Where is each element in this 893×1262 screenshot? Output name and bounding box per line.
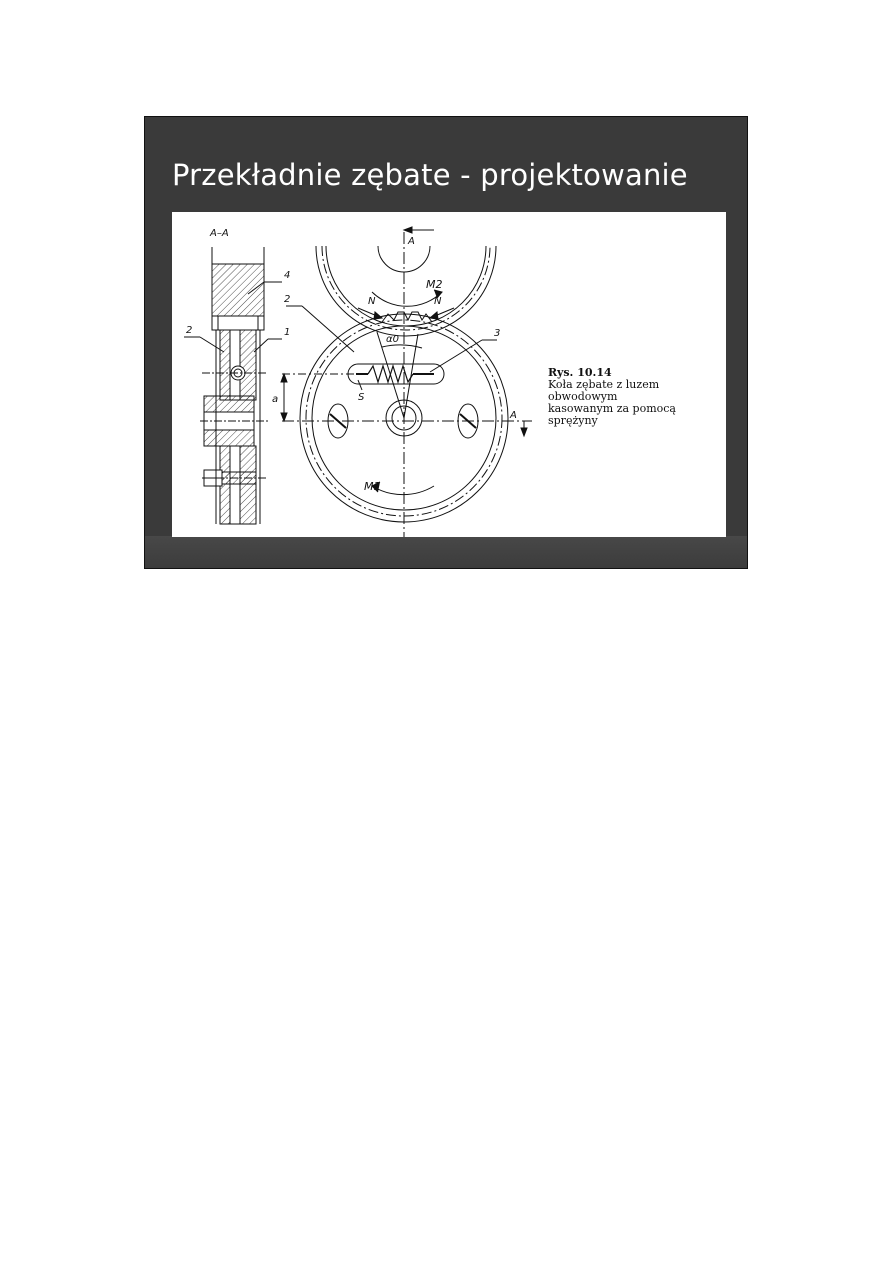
caption-line-1: Koła zębate z luzem obwodowym xyxy=(548,378,660,403)
slide-bottom-band xyxy=(145,536,747,568)
label-section-mark-right: A xyxy=(510,410,517,421)
label-angle: α0 xyxy=(386,334,399,345)
label-part2-left: 2 xyxy=(186,325,193,336)
figure-panel xyxy=(172,212,726,537)
figure-caption xyxy=(548,367,728,427)
section-view xyxy=(184,247,282,524)
label-section: A–A xyxy=(210,228,229,239)
label-moment-top: M2 xyxy=(426,278,443,291)
label-part1: 1 xyxy=(284,327,291,338)
label-dimension: a xyxy=(272,394,279,405)
caption-title: Rys. 10.14 xyxy=(548,366,612,379)
slide xyxy=(144,116,748,569)
slide-title: Przekładnie zębate - projektowanie xyxy=(172,158,688,192)
label-part2-center: 2 xyxy=(284,294,291,305)
label-part3: 3 xyxy=(494,328,501,339)
label-force-left: N xyxy=(368,296,376,307)
label-part4: 4 xyxy=(284,270,291,281)
caption-line-2: kasowanym za pomocą sprężyny xyxy=(548,402,676,427)
label-force-right: N xyxy=(434,296,442,307)
label-moment-bottom: M1 xyxy=(364,480,381,493)
label-spring: S xyxy=(358,392,365,403)
main-view xyxy=(281,227,532,537)
label-section-mark-top: A xyxy=(408,236,415,247)
